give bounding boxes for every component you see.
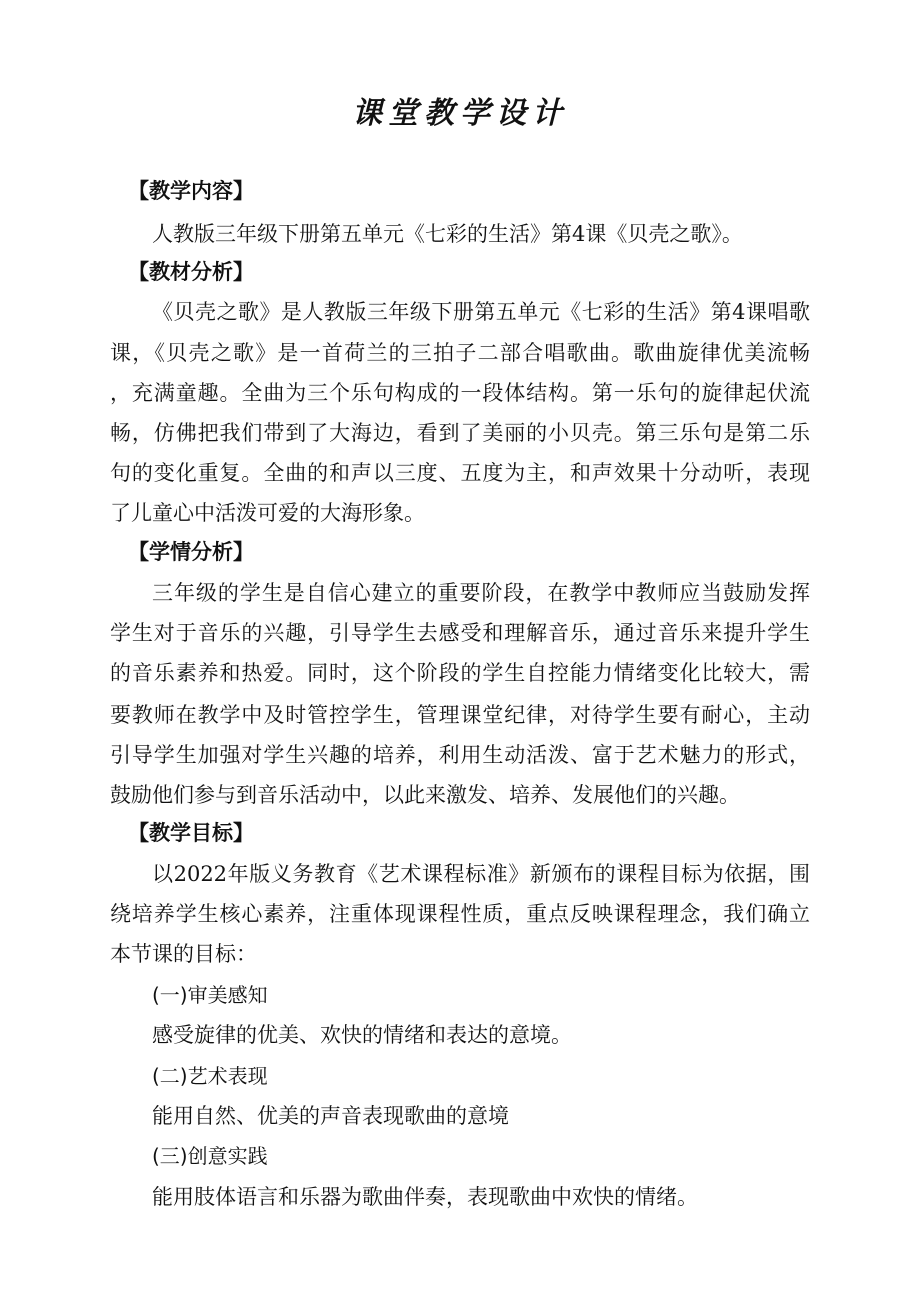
paragraph-line: 畅，仿佛把我们带到了大海边，看到了美丽的小贝壳。第三乐句是第二乐 bbox=[110, 421, 810, 445]
goal-text: 能用自然、优美的声音表现歌曲的意境 bbox=[152, 1104, 509, 1128]
paragraph-line: 课，《贝壳之歌》是一首荷兰的三拍子二部合唱歌曲。歌曲旋律优美流畅 bbox=[110, 341, 810, 365]
goal-text: 感受旋律的优美、欢快的情绪和表达的意境。 bbox=[152, 1023, 572, 1047]
page-title: 课堂教学设计 bbox=[352, 96, 568, 131]
paragraph-line: 本节课的目标： bbox=[110, 942, 257, 966]
paragraph-line: 三年级的学生是自信心建立的重要阶段，在教学中教师应当鼓励发挥 bbox=[152, 581, 810, 605]
paragraph-line: 要教师在教学中及时管控学生，管理课堂纪律，对待学生要有耐心，主动 bbox=[110, 703, 810, 727]
paragraph-line: 以2022年版义务教育《艺术课程标准》新颁布的课程目标为依据，围 bbox=[152, 862, 810, 886]
paragraph-line: 引导学生加强对学生兴趣的培养，利用生动活泼、富于艺术魅力的形式， bbox=[110, 743, 810, 767]
section-heading-content: 【教学内容】 bbox=[128, 179, 254, 203]
goal-label: (三)创意实践 bbox=[152, 1144, 268, 1168]
paragraph-line: 《贝壳之歌》是人教版三年级下册第五单元《七彩的生活》第4课唱歌 bbox=[152, 300, 810, 324]
section-heading-students: 【学情分析】 bbox=[128, 540, 254, 564]
section-heading-material: 【教材分析】 bbox=[128, 260, 254, 284]
paragraph-line: 学生对于音乐的兴趣，引导学生去感受和理解音乐，通过音乐来提升学生 bbox=[110, 621, 810, 645]
goal-text: 能用肢体语言和乐器为歌曲伴奏，表现歌曲中欢快的情绪。 bbox=[152, 1185, 698, 1209]
paragraph-line: 人教版三年级下册第五单元《七彩的生活》第4课《贝壳之歌》。 bbox=[152, 222, 743, 246]
paragraph-line: 句的变化重复。全曲的和声以三度、五度为主，和声效果十分动听，表现 bbox=[110, 461, 810, 485]
goal-label: (二)艺术表现 bbox=[152, 1064, 268, 1088]
paragraph-line: 鼓励他们参与到音乐活动中，以此来激发、培养、发展他们的兴趣。 bbox=[110, 783, 740, 807]
paragraph-line: 绕培养学生核心素养，注重体现课程性质，重点反映课程理念，我们确立 bbox=[110, 902, 810, 926]
paragraph-line: 了儿童心中活泼可爱的大海形象。 bbox=[110, 501, 425, 525]
section-heading-goals: 【教学目标】 bbox=[128, 821, 254, 845]
paragraph-line: 的音乐素养和热爱。同时，这个阶段的学生自控能力情绪变化比较大，需 bbox=[110, 661, 810, 685]
paragraph-line: ，充满童趣。全曲为三个乐句构成的一段体结构。第一乐句的旋律起伏流 bbox=[110, 381, 810, 405]
goal-label: (一)审美感知 bbox=[152, 983, 268, 1007]
